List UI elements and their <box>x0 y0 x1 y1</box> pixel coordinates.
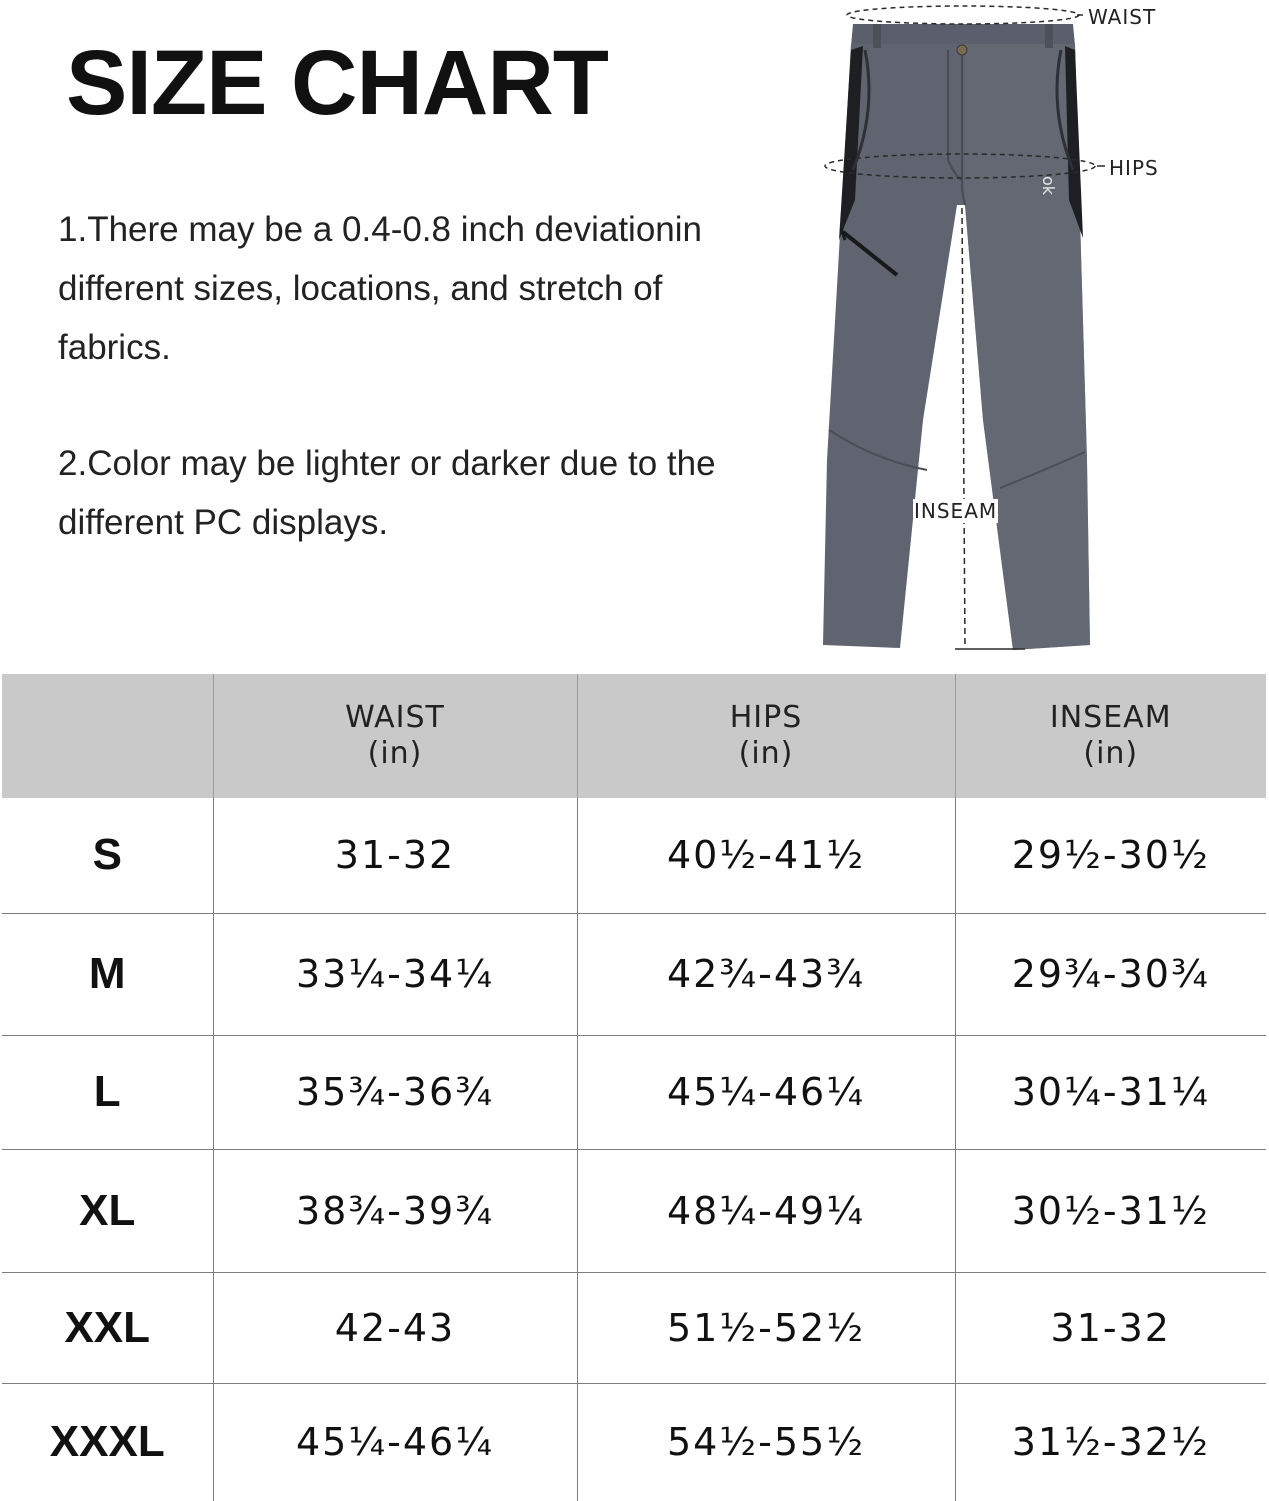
size-cell: M <box>2 913 213 1035</box>
note-color: 2.Color may be lighter or darker due to the different PC displays. <box>58 444 716 542</box>
header-size <box>2 674 213 798</box>
size-cell: XXL <box>2 1272 213 1383</box>
size-table <box>2 674 1266 1501</box>
size-cell: S <box>2 798 213 913</box>
pants-waistband <box>851 24 1075 46</box>
table-row <box>2 913 1266 1035</box>
waist-measure-line <box>847 6 1079 24</box>
hips-cell: 40½-41½ <box>577 798 955 913</box>
size-cell: L <box>2 1035 213 1149</box>
header-inseam: INSEAM (in) <box>955 674 1266 798</box>
table-row <box>2 1272 1266 1383</box>
hips-label: HIPS <box>1109 156 1159 180</box>
note-deviation: 1.There may be a 0.4-0.8 inch deviationin different sizes, locations, and stretch of fabrics. <box>58 210 702 367</box>
table-row <box>2 1383 1266 1501</box>
inseam-cell: 30¼-31¼ <box>955 1035 1266 1149</box>
pants-diagram <box>815 0 1115 660</box>
table-header-row <box>2 674 1266 798</box>
size-cell: XL <box>2 1149 213 1272</box>
hips-cell: 48¼-49¼ <box>577 1149 955 1272</box>
waist-cell: 45¼-46¼ <box>213 1383 577 1501</box>
header-waist: WAIST (in) <box>213 674 577 798</box>
inseam-cell: 29½-30½ <box>955 798 1266 913</box>
brand-logo: ok <box>1039 176 1058 196</box>
size-cell: XXXL <box>49 1417 165 1467</box>
waist-cell: 35¾-36¾ <box>213 1035 577 1149</box>
waist-cell: 42-43 <box>213 1272 577 1383</box>
hips-cell: 45¼-46¼ <box>577 1035 955 1149</box>
inseam-cell: 29¾-30¾ <box>955 913 1266 1035</box>
hips-cell: 42¾-43¾ <box>577 913 955 1035</box>
inseam-label: INSEAM <box>914 499 998 523</box>
page-title: SIZE CHART <box>66 32 608 134</box>
header-hips: HIPS (in) <box>577 674 955 798</box>
inseam-measure-line <box>962 208 965 648</box>
button-icon <box>957 45 967 55</box>
waist-cell: 31-32 <box>213 798 577 913</box>
inseam-cell: 31-32 <box>955 1272 1266 1383</box>
inseam-cell: 31½-32½ <box>955 1383 1266 1501</box>
hips-cell: 51½-52½ <box>577 1272 955 1383</box>
waist-cell: 33¼-34¼ <box>213 913 577 1035</box>
inseam-cell: 30½-31½ <box>955 1149 1266 1272</box>
table-row <box>2 798 1266 913</box>
hips-cell: 54½-55½ <box>577 1383 955 1501</box>
table-row <box>2 1035 1266 1149</box>
table-row <box>2 1149 1266 1272</box>
waist-cell: 38¾-39¾ <box>213 1149 577 1272</box>
waist-label: WAIST <box>1088 5 1157 29</box>
